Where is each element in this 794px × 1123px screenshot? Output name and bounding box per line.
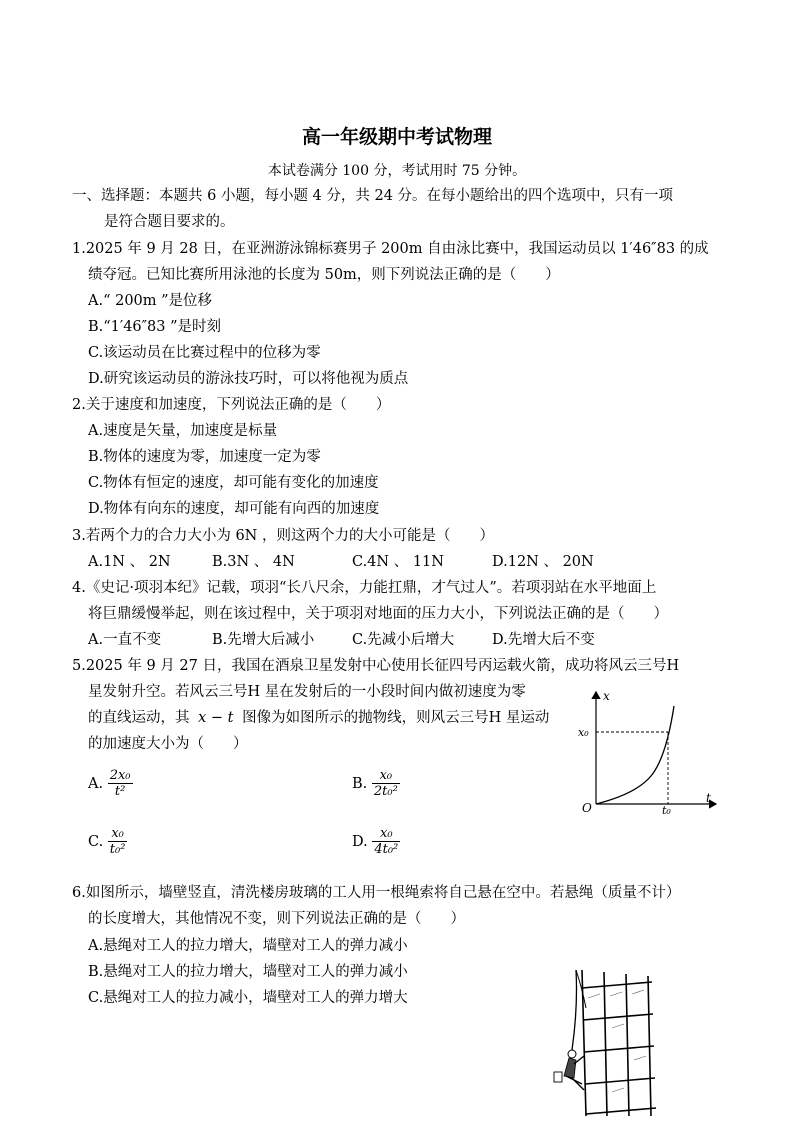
q6-option-b: B.悬绳对工人的拉力增大，墙壁对工人的弹力减小: [88, 964, 408, 980]
q5-stem-line4: 的加速度大小为（ ）: [88, 736, 248, 752]
q2-option-d: D.物体有向东的速度，却可能有向西的加速度: [88, 501, 380, 517]
q3-option-a: A.1N 、 2N: [88, 554, 171, 570]
q5-graph-t0-label: t₀: [662, 804, 671, 816]
q5-option-d: D. $\frac{\text{x₀}}{\text{4t₀²}}$: [352, 826, 399, 857]
q5-graph-origin-label: O: [582, 801, 592, 815]
q3-stem: 3.若两个力的合力大小为 6N ，则这两个力的大小可能是（ ）: [72, 528, 494, 544]
q4-option-c: C.先减小后增大: [352, 632, 455, 648]
q1-stem-cont: 绩夺冠。已知比赛所用泳池的长度为 50m，则下列说法正确的是（ ）: [88, 267, 560, 283]
q5-graph-parabola: [596, 706, 674, 804]
section-heading: 一、选择题：本题共 6 小题，每小题 4 分，共 24 分。在每小题给出的四个选项中，只有一项: [72, 188, 674, 204]
page-subtitle: 本试卷满分 100 分，考试用时 75 分钟。: [267, 163, 527, 179]
q1-option-c: C.该运动员在比赛过程中的位移为零: [88, 345, 321, 361]
q5-graph-x0-label: x₀: [578, 726, 589, 739]
q1-option-a: A.“ 200m ”是位移: [88, 293, 213, 309]
q5-option-c: C. $\frac{\text{x₀}}{\text{t₀²}}$: [88, 826, 126, 857]
q3-option-d: D.12N 、 20N: [492, 554, 594, 570]
q5-graph-x-label: t: [706, 791, 711, 805]
q2-option-b: B.物体的速度为零，加速度一定为零: [88, 449, 321, 465]
q4-stem-cont: 将巨鼎缓慢举起，则在该过程中，关于项羽对地面的压力大小，下列说法正确的是（ ）: [88, 606, 668, 622]
q6-stem: 6.如图所示，墙壁竖直，清洗楼房玻璃的工人用一根绳索将自己悬在空中。若悬绳（质量不计）: [72, 885, 681, 901]
q5-xt-graph: [576, 686, 726, 816]
q6-option-a: A.悬绳对工人的拉力增大，墙壁对工人的弹力减小: [88, 938, 408, 954]
q5-graph-y-label: x: [603, 689, 610, 703]
q3-option-b: B.3N 、 4N: [212, 554, 295, 570]
q1-option-b: B.“1′46″83 ”是时刻: [88, 319, 222, 335]
q4-option-a: A.一直不变: [88, 632, 162, 648]
q5-option-a: A. $\frac{\text{2x₀}}{\text{t²}}$: [88, 768, 131, 799]
q4-option-b: B.先增大后减小: [212, 632, 315, 648]
q5-stem-line3: 的直线运动，其 x − t 图像为如图所示的抛物线，则风云三号H 星运动: [88, 710, 550, 726]
q6-stem-cont: 的长度增大，其他情况不变，则下列说法正确的是（ ）: [88, 911, 465, 927]
q6-window-washer-figure: [552, 968, 662, 1118]
q1-stem: 1.2025 年 9 月 28 日，在亚洲游泳锦标赛男子 200m 自由泳比赛中，我国运动员以 1′46″83 的成: [72, 241, 709, 257]
q5-option-d-fraction: $\frac{\text{x₀}}{\text{4t₀²}}$: [374, 826, 399, 857]
q2-option-a: A.速度是矢量，加速度是标量: [88, 423, 278, 439]
q5-xt-variable: x − t: [198, 710, 234, 726]
q4-stem: 4.《史记·项羽本纪》记载，项羽“长八尺余，力能扛鼎，才气过人”。若项羽站在水平地面上: [72, 580, 657, 596]
q5-option-a-fraction: $\frac{\text{2x₀}}{\text{t²}}$: [109, 768, 131, 799]
q5-option-c-fraction: $\frac{\text{x₀}}{\text{t₀²}}$: [109, 826, 126, 857]
q2-option-c: C.物体有恒定的速度，却可能有变化的加速度: [88, 475, 379, 491]
q3-option-c: C.4N 、 11N: [352, 554, 444, 570]
page-title: 高一年级期中考试物理: [301, 126, 492, 148]
q5-stem: 5.2025 年 9 月 27 日，我国在酒泉卫星发射中心使用长征四号丙运载火箭，成功将风云三号H: [72, 658, 680, 674]
q2-stem: 2.关于速度和加速度，下列说法正确的是（ ）: [72, 397, 391, 413]
q5-option-b-fraction: $\frac{\text{x₀}}{\text{2t₀²}}$: [373, 768, 398, 799]
section-heading-cont: 是符合题目要求的。: [104, 214, 235, 230]
q5-stem-line2: 星发射升空。若风云三号H 星在发射后的一小段时间内做初速度为零: [88, 684, 526, 700]
q6-option-c: C.悬绳对工人的拉力减小，墙壁对工人的弹力增大: [88, 990, 408, 1006]
q4-option-d: D.先增大后不变: [492, 632, 595, 648]
q5-option-b: B. $\frac{\text{x₀}}{\text{2t₀²}}$: [352, 768, 398, 799]
q1-option-d: D.研究该运动员的游泳技巧时，可以将他视为质点: [88, 371, 409, 387]
